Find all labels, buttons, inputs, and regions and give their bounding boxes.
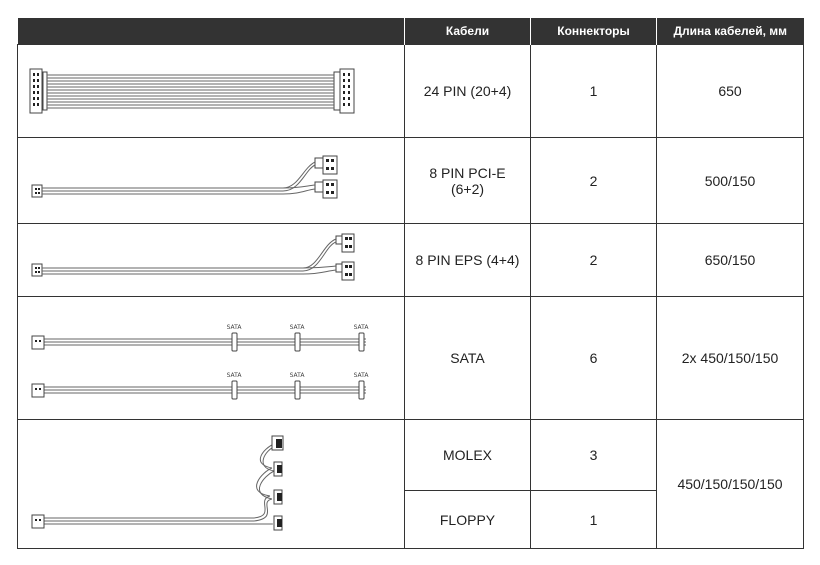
sata-connector-label: SATA xyxy=(353,372,369,379)
sata-connector-label: SATA xyxy=(289,372,305,379)
atx-24pin-cable-icon xyxy=(18,45,404,137)
cable-illustration-pcie xyxy=(18,138,405,224)
table-row xyxy=(18,224,804,297)
cable-name: SATA xyxy=(405,297,531,420)
cable-length: 650/150 xyxy=(657,224,804,297)
header-connectors: Коннекторы xyxy=(531,18,657,45)
table-row xyxy=(18,297,804,420)
cable-length: 2x 450/150/150 xyxy=(657,297,804,420)
cable-length: 650 xyxy=(657,45,804,138)
table-row xyxy=(18,45,804,138)
cable-illustration-sata xyxy=(18,297,405,420)
connector-count: 1 xyxy=(531,45,657,138)
cable-length: 500/150 xyxy=(657,138,804,224)
cable-name: 24 PIN (20+4) xyxy=(405,45,531,138)
cable-illustration-eps xyxy=(18,224,405,297)
cable-illustration-24pin xyxy=(18,45,405,138)
header-cables: Кабели xyxy=(405,18,531,45)
connector-count: 6 xyxy=(531,297,657,420)
cable-illustration-molex-floppy xyxy=(18,420,405,549)
sata-connector-label: SATA xyxy=(226,372,242,379)
molex-floppy-cable-icon xyxy=(18,420,404,548)
cable-name xyxy=(405,138,531,224)
table-row xyxy=(18,138,804,224)
header-length: Длина кабелей, мм xyxy=(657,18,804,45)
connector-count: 2 xyxy=(531,138,657,224)
connector-count: 1 xyxy=(531,491,657,549)
pcie-split-cable-icon xyxy=(18,138,404,223)
header-row xyxy=(18,18,804,45)
header-image-column xyxy=(18,18,405,45)
eps-split-cable-icon xyxy=(18,224,404,296)
sata-connector-label: SATA xyxy=(353,324,369,331)
cable-name: MOLEX xyxy=(405,420,531,491)
cable-name: 8 PIN EPS (4+4) xyxy=(405,224,531,297)
cable-name-line2: (6+2) xyxy=(450,180,485,197)
connector-count: 3 xyxy=(531,420,657,491)
sata-connector-label: SATA xyxy=(226,324,242,331)
cable-length: 450/150/150/150 xyxy=(657,420,804,549)
table-row xyxy=(18,420,804,491)
cable-name: FLOPPY xyxy=(405,491,531,549)
sata-cables-icon xyxy=(18,297,404,419)
connector-count: 2 xyxy=(531,224,657,297)
cable-spec-table xyxy=(17,18,804,549)
sata-connector-label: SATA xyxy=(289,324,305,331)
cable-name-line1: 8 PIN PCI-E xyxy=(429,164,506,181)
